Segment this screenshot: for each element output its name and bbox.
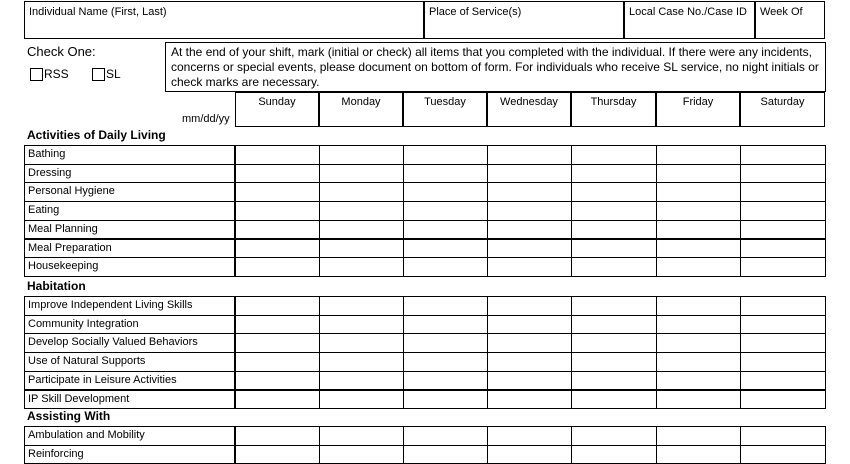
checkbox-cell-thursday[interactable]: [571, 315, 657, 335]
checkbox-cell-sunday[interactable]: [235, 371, 320, 391]
checkbox-cell-tuesday[interactable]: [403, 182, 488, 202]
checkbox-cell-tuesday[interactable]: [403, 257, 488, 277]
checkbox-cell-tuesday[interactable]: [403, 164, 488, 184]
checkbox-cell-sunday[interactable]: [235, 164, 320, 184]
row-label: Community Integration: [24, 315, 235, 335]
checkbox-cell-sunday[interactable]: [235, 426, 320, 446]
checkbox-cell-friday[interactable]: [656, 315, 741, 335]
checkbox-cell-monday[interactable]: [319, 145, 404, 165]
checkbox-cell-saturday[interactable]: [740, 296, 826, 316]
checkbox-cell-saturday[interactable]: [740, 145, 826, 165]
checkbox-cell-thursday[interactable]: [571, 296, 657, 316]
checkbox-cell-monday[interactable]: [319, 182, 404, 202]
checkbox-cell-wednesday[interactable]: [487, 220, 572, 240]
checkbox-cell-tuesday[interactable]: [403, 145, 488, 165]
checkbox-cell-wednesday[interactable]: [487, 239, 572, 259]
section-title: Assisting With: [27, 409, 111, 423]
row-label: Personal Hygiene: [24, 182, 235, 202]
checkbox-cell-tuesday[interactable]: [403, 201, 488, 221]
checkbox-cell-monday[interactable]: [319, 257, 404, 277]
checkbox-cell-thursday[interactable]: [571, 426, 657, 446]
week-of-label: Week Of: [760, 6, 803, 18]
day-header-friday: Friday: [656, 92, 740, 127]
checkbox-cell-sunday[interactable]: [235, 145, 320, 165]
checkbox-cell-wednesday[interactable]: [487, 315, 572, 335]
checkbox-cell-friday[interactable]: [656, 257, 741, 277]
checkbox-cell-tuesday[interactable]: [403, 445, 488, 464]
row-label: Reinforcing: [24, 445, 235, 464]
checkbox-cell-saturday[interactable]: [740, 257, 826, 277]
checkbox-cell-thursday[interactable]: [571, 257, 657, 277]
checkbox-cell-sunday[interactable]: [235, 352, 320, 372]
day-header-sunday: Sunday: [235, 92, 319, 127]
individual-name-label: Individual Name (First, Last): [29, 6, 167, 18]
rss-label: RSS: [44, 67, 69, 81]
checkbox-cell-saturday[interactable]: [740, 352, 826, 372]
checkbox-cell-monday[interactable]: [319, 239, 404, 259]
checkbox-cell-monday[interactable]: [319, 371, 404, 391]
checkbox-cell-saturday[interactable]: [740, 201, 826, 221]
row-label: IP Skill Development: [24, 390, 235, 410]
checkbox-cell-friday[interactable]: [656, 333, 741, 353]
checkbox-cell-thursday[interactable]: [571, 182, 657, 202]
checkbox-cell-wednesday[interactable]: [487, 445, 572, 464]
checkbox-cell-thursday[interactable]: [571, 390, 657, 410]
checkbox-cell-saturday[interactable]: [740, 333, 826, 353]
checkbox-cell-sunday[interactable]: [235, 296, 320, 316]
row-label: Meal Preparation: [24, 239, 235, 259]
checkbox-cell-saturday[interactable]: [740, 445, 826, 464]
checkbox-cell-friday[interactable]: [656, 201, 741, 221]
checkbox-cell-tuesday[interactable]: [403, 390, 488, 410]
checkbox-cell-tuesday[interactable]: [403, 296, 488, 316]
checkbox-cell-saturday[interactable]: [740, 390, 826, 410]
row-label: Bathing: [24, 145, 235, 165]
checkbox-cell-tuesday[interactable]: [403, 239, 488, 259]
checkbox-cell-wednesday[interactable]: [487, 352, 572, 372]
checkbox-cell-tuesday[interactable]: [403, 333, 488, 353]
day-header-monday: Monday: [319, 92, 403, 127]
checkbox-cell-tuesday[interactable]: [403, 315, 488, 335]
row-label: Improve Independent Living Skills: [24, 296, 235, 316]
checkbox-cell-friday[interactable]: [656, 296, 741, 316]
row-label: Ambulation and Mobility: [24, 426, 235, 446]
checkbox-cell-monday[interactable]: [319, 296, 404, 316]
row-label: Dressing: [24, 164, 235, 184]
checkbox-cell-saturday[interactable]: [740, 164, 826, 184]
checkbox-cell-thursday[interactable]: [571, 352, 657, 372]
checkbox-cell-monday[interactable]: [319, 390, 404, 410]
checkbox-cell-monday[interactable]: [319, 315, 404, 335]
row-label: Develop Socially Valued Behaviors: [24, 333, 235, 353]
checkbox-cell-thursday[interactable]: [571, 333, 657, 353]
checkbox-cell-monday[interactable]: [319, 445, 404, 464]
day-header-saturday: Saturday: [740, 92, 825, 127]
checkbox-cell-saturday[interactable]: [740, 182, 826, 202]
checkbox-cell-wednesday[interactable]: [487, 371, 572, 391]
rss-checkbox[interactable]: [30, 68, 43, 81]
row-label: Eating: [24, 201, 235, 221]
checkbox-cell-sunday[interactable]: [235, 201, 320, 221]
checkbox-cell-monday[interactable]: [319, 426, 404, 446]
checkbox-cell-sunday[interactable]: [235, 220, 320, 240]
row-label: Use of Natural Supports: [24, 352, 235, 372]
checkbox-cell-friday[interactable]: [656, 239, 741, 259]
day-header-thursday: Thursday: [571, 92, 656, 127]
sl-checkbox[interactable]: [92, 68, 105, 81]
case-id-label: Local Case No./Case ID: [629, 6, 747, 18]
checkbox-cell-tuesday[interactable]: [403, 352, 488, 372]
checkbox-cell-friday[interactable]: [656, 445, 741, 464]
row-label: Housekeeping: [24, 257, 235, 277]
checkbox-cell-wednesday[interactable]: [487, 164, 572, 184]
checkbox-cell-sunday[interactable]: [235, 315, 320, 335]
day-header-tuesday: Tuesday: [403, 92, 487, 127]
checkbox-cell-sunday[interactable]: [235, 445, 320, 464]
checkbox-cell-thursday[interactable]: [571, 164, 657, 184]
checkbox-cell-wednesday[interactable]: [487, 145, 572, 165]
checkbox-cell-tuesday[interactable]: [403, 220, 488, 240]
checkbox-cell-friday[interactable]: [656, 352, 741, 372]
checkbox-cell-tuesday[interactable]: [403, 426, 488, 446]
checkbox-cell-sunday[interactable]: [235, 257, 320, 277]
checkbox-cell-saturday[interactable]: [740, 239, 826, 259]
place-of-service-field[interactable]: [424, 1, 624, 39]
checkbox-cell-thursday[interactable]: [571, 201, 657, 221]
checkbox-cell-sunday[interactable]: [235, 333, 320, 353]
checkbox-cell-saturday[interactable]: [740, 426, 826, 446]
checkbox-cell-tuesday[interactable]: [403, 371, 488, 391]
individual-name-field[interactable]: [24, 1, 424, 39]
checkbox-cell-sunday[interactable]: [235, 239, 320, 259]
checkbox-cell-wednesday[interactable]: [487, 182, 572, 202]
section-title: Habitation: [27, 279, 86, 293]
checkbox-cell-friday[interactable]: [656, 371, 741, 391]
checkbox-cell-thursday[interactable]: [571, 445, 657, 464]
checkbox-cell-thursday[interactable]: [571, 371, 657, 391]
checkbox-cell-saturday[interactable]: [740, 315, 826, 335]
checkbox-cell-wednesday[interactable]: [487, 257, 572, 277]
checkbox-cell-friday[interactable]: [656, 390, 741, 410]
checkbox-cell-friday[interactable]: [656, 164, 741, 184]
day-header-wednesday: Wednesday: [487, 92, 571, 127]
checkbox-cell-friday[interactable]: [656, 220, 741, 240]
checkbox-cell-friday[interactable]: [656, 182, 741, 202]
checkbox-cell-wednesday[interactable]: [487, 333, 572, 353]
checkbox-cell-monday[interactable]: [319, 201, 404, 221]
checkbox-cell-friday[interactable]: [656, 426, 741, 446]
checkbox-cell-wednesday[interactable]: [487, 296, 572, 316]
checkbox-cell-wednesday[interactable]: [487, 201, 572, 221]
section-title: Activities of Daily Living: [27, 128, 166, 142]
case-id-field[interactable]: [624, 1, 755, 39]
row-label: Participate in Leisure Activities: [24, 371, 235, 391]
checkbox-cell-saturday[interactable]: [740, 371, 826, 391]
checkbox-cell-thursday[interactable]: [571, 145, 657, 165]
checkbox-cell-monday[interactable]: [319, 164, 404, 184]
checkbox-cell-wednesday[interactable]: [487, 426, 572, 446]
checkbox-cell-saturday[interactable]: [740, 220, 826, 240]
sl-label: SL: [106, 67, 121, 81]
checkbox-cell-monday[interactable]: [319, 352, 404, 372]
instructions-box: At the end of your shift, mark (initial or check) all items that you completed with the individual. If there were any incidents, concerns or special events, please document on bottom of form. For individuals who receive SL service, no night initials or check marks are necessary.: [165, 42, 826, 92]
week-of-field[interactable]: [755, 1, 825, 39]
checkbox-cell-wednesday[interactable]: [487, 390, 572, 410]
checkbox-cell-monday[interactable]: [319, 220, 404, 240]
checkbox-cell-sunday[interactable]: [235, 182, 320, 202]
date-format-label: mm/dd/yy: [182, 113, 230, 125]
row-label: Meal Planning: [24, 220, 235, 240]
checkbox-cell-thursday[interactable]: [571, 239, 657, 259]
checkbox-cell-thursday[interactable]: [571, 220, 657, 240]
place-of-service-label: Place of Service(s): [429, 6, 522, 18]
checkbox-cell-sunday[interactable]: [235, 390, 320, 410]
check-one-title: Check One:: [27, 44, 96, 59]
checkbox-cell-monday[interactable]: [319, 333, 404, 353]
checkbox-cell-friday[interactable]: [656, 145, 741, 165]
